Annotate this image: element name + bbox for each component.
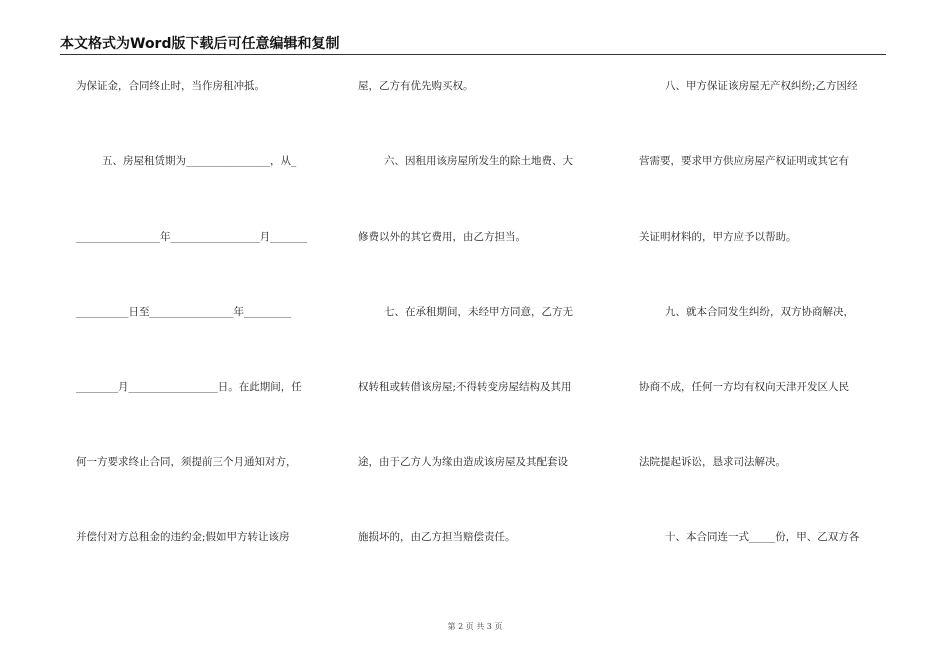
text-line: 法院提起诉讼，恳求司法解决。 bbox=[639, 456, 786, 468]
text-line: 关证明材料的，甲方应予以帮助。 bbox=[639, 231, 797, 243]
text-line: 途，由于乙方人为缘由造成该房屋及其配套设 bbox=[358, 456, 568, 468]
text-line: 八、甲方保证该房屋无产权纠纷;乙方因经 bbox=[665, 80, 858, 92]
text-line: 五、房屋租赁期为________________，从_ bbox=[102, 155, 297, 167]
text-line: ________月_________________日。在此期间，任 bbox=[76, 381, 302, 393]
text-line: 何一方要求终止合同，须提前三个月通知对方， bbox=[76, 456, 297, 468]
text-line: ________________年_________________月_______ bbox=[76, 231, 307, 243]
text-line: 屋，乙方有优先购买权。 bbox=[358, 80, 474, 92]
text-line: 九、就本合同发生纠纷，双方协商解决， bbox=[665, 306, 854, 318]
text-line: 营需要，要求甲方供应房屋产权证明或其它有 bbox=[639, 155, 849, 167]
text-line: 施损坏的，由乙方担当赔偿责任。 bbox=[358, 531, 516, 543]
text-line: 七、在承租期间，未经甲方同意，乙方无 bbox=[384, 306, 573, 318]
text-line: 协商不成，任何一方均有权向天津开发区人民 bbox=[639, 381, 849, 393]
text-line: 权转租或转借该房屋;不得转变房屋结构及其用 bbox=[358, 381, 572, 393]
text-column-2 bbox=[358, 0, 600, 600]
text-column-3 bbox=[639, 0, 887, 600]
page-number: 第 2 页 共 3 页 bbox=[447, 622, 503, 631]
text-line: 并偿付对方总租金的违约金;假如甲方转让该房 bbox=[76, 531, 290, 543]
header-title: 本文格式为Word版下载后可任意编辑和复制 bbox=[60, 36, 340, 52]
text-line: 六、因租用该房屋所发生的除土地费、大 bbox=[384, 155, 573, 167]
text-line: 修费以外的其它费用，由乙方担当。 bbox=[358, 231, 526, 243]
text-column-1 bbox=[76, 0, 324, 600]
text-line: __________日至________________年_________ bbox=[76, 306, 292, 318]
text-line: 十、本合同连一式_____份，甲、乙双方各 bbox=[665, 531, 860, 543]
text-line: 为保证金，合同终止时，当作房租冲抵。 bbox=[76, 80, 265, 92]
